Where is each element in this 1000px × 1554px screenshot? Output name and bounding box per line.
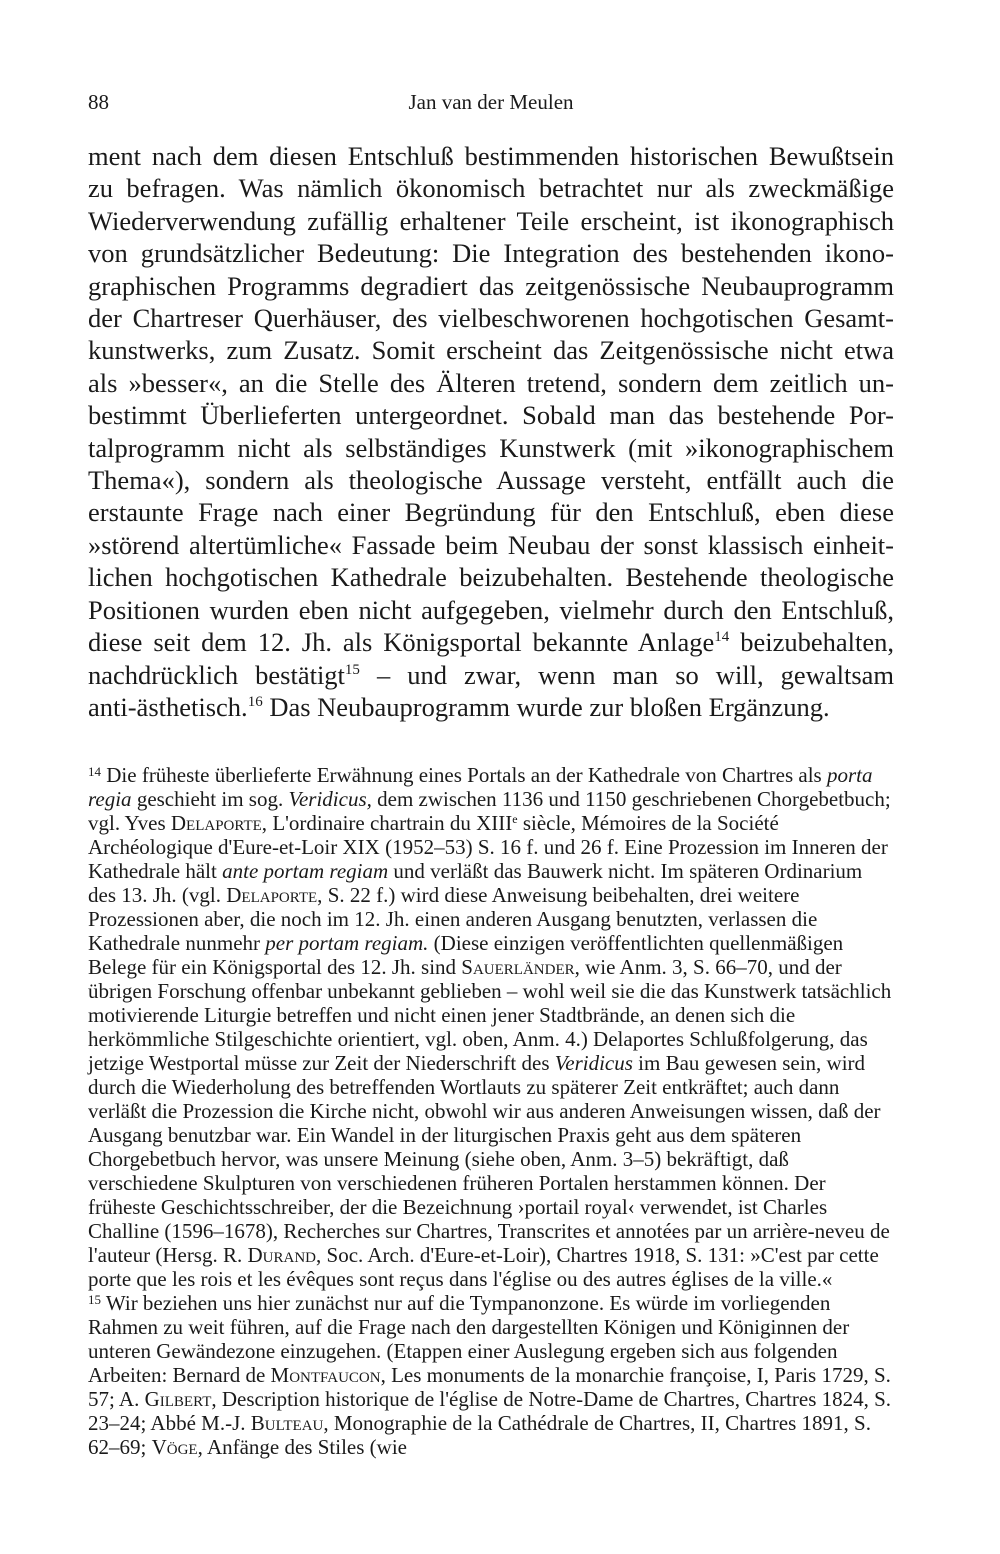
footnote-italic: Veridicus,	[288, 787, 372, 811]
text-line: »störend altertümliche« Fassade beim Neubau der sonst klassisch einheit-	[88, 529, 894, 560]
author-name: Delaporte,	[170, 811, 268, 835]
footnote-text: siècle, Mémoires de la Société Archéologique d'Eure-et-Loir XIX (1952–53) S. 16 f. und 26 f. Eine Prozession im Inneren der Kathedrale hält	[88, 811, 888, 883]
author-name: Gilbert,	[144, 1387, 217, 1411]
text-line: kunstwerks, zum Zusatz. Somit erscheint das Zeitgenössische nicht etwa	[88, 335, 894, 366]
footnote-italic: ante portam regiam	[222, 859, 389, 883]
text-line: Thema«), sondern als theologische Aussage versteht, entfällt auch die	[88, 465, 894, 496]
footnote-ref-16: 16	[247, 693, 263, 710]
text-line: zu befragen. Was nämlich ökonomisch betrachtet nur als zweckmäßige	[88, 173, 894, 204]
footnote-text: S. 22 f.) wird diese Anweisung beibehalten, drei weitere Prozessionen aber, die noch im 12. Jh. einen anderen Ausgang benutzten, verlassen die Kathedrale nunmehr	[88, 883, 818, 955]
footnote-text: wie Anm. 3, S. 66–70, und der übrigen Forschung offenbar unbekannt geblieben – wohl weil sie die das Kunstwerk tatsächlich motivierende Liturgie betreffen und nicht einen jener Stadtbrände, an denen sich die herkömmliche Stilgeschichte orientiert, vgl. oben, Anm. 4.) Delaportes Schlußfolgerung, das jetzige Westportal müsse zur Zeit der Niederschrift des	[88, 955, 892, 1075]
main-text	[88, 140, 894, 723]
running-title: Jan van der Meulen	[408, 90, 574, 114]
author-name: Durand,	[247, 1243, 322, 1267]
author-name: Bulteau,	[250, 1411, 329, 1435]
footnote-text: Les monuments de la monarchie françoise, I, Paris 1729, S. 57; A.	[88, 1363, 891, 1411]
text-line	[88, 626, 894, 658]
text-line: bestimmt Überlieferten untergeordnet. Sobald man das bestehende Por-	[88, 400, 894, 431]
running-head	[88, 90, 894, 120]
text-fragment: nachdrücklich bestätigt	[88, 659, 345, 690]
text-line	[88, 691, 894, 723]
text-line: von grundsätzlicher Bedeutung: Die Integration des bestehenden ikono-	[88, 238, 894, 269]
footnote-text: Monographie de la Cathédrale de Chartres, II, Chartres 1891, S. 62–69;	[88, 1411, 871, 1459]
footnote-15	[88, 1291, 894, 1459]
footnote-text: und verläßt das Bauwerk nicht. Im späteren Ordinarium des 13. Jh. (vgl.	[88, 859, 863, 907]
footnote-text: im Bau gewesen sein, wird durch die Wiederholung des betreffenden Wortlauts zu späterer Zeit entkräftet; auch dann verläßt die Prozession die Kirche nicht, obwohl wir aus anderen Anweisungen wissen, daß der Ausgang benutzbar war. Ein Wandel in der liturgischen Praxis geht aus dem späteren Chorgebetbuch hervor, was unsere Meinung (siehe oben, Anm. 3–5) bekräftigt, daß verschiedene Skulpturen von verschiedenen früheren Portalen herstammen können. Der früheste Geschichtsschreiber, der die Bezeichnung ›portail royal‹ verwendet, ist Charles Challine (1596–1678), Recherches sur Chartres, Transcrites et annotées par un arrière-neveu de l'auteur (Hersg. R.	[88, 1051, 890, 1267]
text-line: graphischen Programms degradiert das zeitgenössische Neubauprogramm	[88, 270, 894, 301]
footnote-text: geschieht im sog.	[136, 787, 284, 811]
text-fragment: anti-ästhetisch.	[88, 691, 248, 722]
footnote-text: Soc. Arch. d'Eure-et-Loir), Chartres 1918, S. 131: »C'est par cette porte que les rois et les évêques sont reçus dans l'église ou des autres églises de la ville.«	[88, 1243, 879, 1291]
text-line: der Chartreser Querhäuser, des vielbeschworenen hochgotischen Gesamt-	[88, 303, 894, 334]
footnote-ref-14: 14	[714, 629, 730, 646]
footnote-italic: Veridicus	[554, 1051, 633, 1075]
text-line: als »besser«, an die Stelle des Älteren tretend, sondern dem zeitlich un-	[88, 367, 894, 398]
footnote-text: dem zwischen 1136 und 1150 geschriebenen Chorgebetbuch; vgl. Yves	[88, 787, 891, 835]
footnote-italic: per portam regiam.	[265, 931, 429, 955]
text-fragment: diese seit dem 12. Jh. als Königsportal bekannte Anlage	[88, 627, 715, 658]
text-line: Wiederverwendung zufällig erhaltener Teile erscheint, ist ikonographisch	[88, 205, 894, 236]
footnote-text: (Diese einzigen veröffentlichten quellenmäßigen Belege für ein Königsportal des 12. Jh. sind	[88, 931, 844, 979]
footnote-text: Anfänge des Stiles (wie	[206, 1435, 407, 1459]
text-line: ment nach dem diesen Entschluß bestimmenden historischen Bewußtsein	[88, 141, 894, 171]
footnote-14	[88, 763, 894, 1291]
footnote-mark: 14	[88, 764, 101, 779]
footnote-text: Wir beziehen uns hier zunächst nur auf die Tympanonzone. Es würde im vorliegenden Rahmen zu weit führen, auf die Frage nach den dargestellten Königen und Königinnen der unteren Gewändezone einzugehen. (Etappen einer Auslegung ergeben sich aus folgenden Arbeiten: Bernard de	[88, 1291, 850, 1387]
author-name: Montfaucon,	[270, 1363, 386, 1387]
footnote-text: Die früheste überlieferte Erwähnung eines Portals an der Kathedrale von Chartres als	[106, 763, 822, 787]
text-fragment: Das Neubauprogramm wurde zur bloßen Ergänzung.	[269, 691, 830, 722]
footnote-text: Description historique de l'église de Notre-Dame de Chartres, Chartres 1824, S. 23–24; Abbé M.-J.	[88, 1387, 892, 1435]
text-line: erstaunte Frage nach einer Begründung für den Entschluß, eben diese	[88, 497, 894, 528]
footnote-mark: 15	[88, 1292, 101, 1307]
page-number: 88	[88, 90, 109, 114]
author-name: Sauerländer,	[461, 955, 580, 979]
footnotes	[88, 763, 894, 1459]
text-line: talprogramm nicht als selbständiges Kunstwerk (mit »ikonographischem	[88, 432, 894, 463]
superscript: e	[512, 812, 518, 826]
text-line: Positionen wurden eben nicht aufgegeben, vielmehr durch den Entschluß,	[88, 594, 894, 625]
text-line: lichen hochgotischen Kathedrale beizubehalten. Bestehende theologische	[88, 562, 894, 593]
author-name: Vöge,	[151, 1435, 203, 1459]
footnote-text: L'ordinaire chartrain du XIII	[272, 811, 513, 835]
text-fragment: – und zwar, wenn man so will, gewaltsam	[376, 659, 895, 690]
footnote-italic: porta regia	[88, 763, 873, 811]
author-name: Delaporte,	[226, 883, 323, 907]
text-line	[88, 659, 894, 691]
text-fragment: beizubehalten,	[740, 627, 894, 658]
footnote-ref-15: 15	[344, 661, 360, 678]
